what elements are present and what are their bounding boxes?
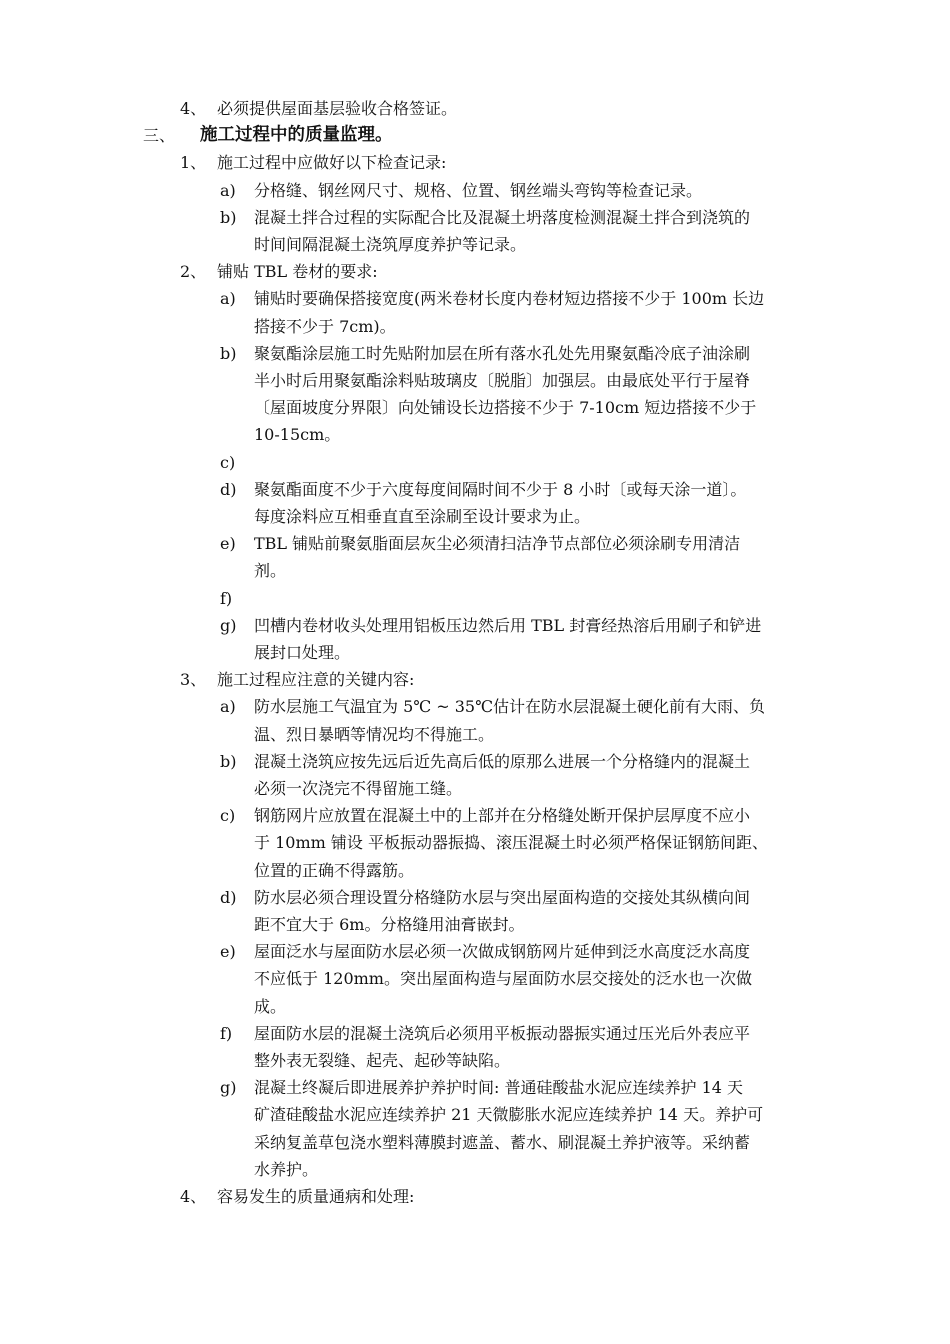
list-item-label: f)	[220, 588, 233, 608]
list-item-text: 混凝土终凝后即进展养护养护时间: 普通硅酸盐水泥应连续养护 14 天	[254, 1078, 744, 1098]
list-item-text: 10-15cm。	[254, 425, 341, 445]
list-item-text: 凹槽内卷材收头处理用铝板压边然后用 TBL 封膏经热溶后用刷子和铲进	[254, 615, 762, 635]
list-item-label: e)	[220, 534, 236, 554]
list-item-label: a)	[220, 289, 236, 309]
list-item-label: a)	[220, 697, 236, 717]
list-item-text: 不应低于 120mm。突出屋面构造与屋面防水层交接处的泛水也一次做	[254, 969, 752, 989]
list-item-text: 混凝土拌合过程的实际配合比及混凝土坍落度检测混凝土拌合到浇筑的	[254, 207, 751, 227]
list-item-text: 每度涂料应互相垂直直至涂刷至设计要求为止。	[254, 507, 591, 526]
list-item-text: 防水层必须合理设置分格缝防水层与突出屋面构造的交接处其纵横向间	[254, 887, 751, 907]
list-item-text: 屋面泛水与屋面防水层必须一次做成钢筋网片延伸到泛水高度泛水高度	[254, 942, 751, 962]
section-title: 施工过程中的质量监理。	[200, 125, 393, 146]
list-item-label: d)	[220, 479, 237, 499]
list-item-label: d)	[220, 887, 237, 907]
list-item-label: b)	[220, 343, 237, 363]
list-item-text: 距不宜大于 6m。分格缝用油膏嵌封。	[254, 915, 525, 934]
list-item-label: f)	[220, 1023, 233, 1043]
subsection-number: 1、	[180, 153, 207, 173]
list-item-text: 聚氨酯面度不少于六度每度间隔时间不少于 8 小时〔或每天涂一道〕。	[254, 479, 747, 499]
list-item-text: 混凝土浇筑应按先远后近先高后低的原那么进展一个分格缝内的混凝土	[254, 751, 751, 771]
subsection-title: 铺贴 TBL 卷材的要求:	[217, 262, 378, 282]
list-item-text: 展封口处理。	[254, 643, 351, 662]
list-item-text: 于 10mm 铺设 平板振动器振捣、滚压混凝土时必须严格保证钢筋间距、	[254, 833, 768, 853]
list-item-label: g)	[220, 615, 237, 635]
list-item-text: 钢筋网片应放置在混凝土中的上部并在分格缝处断开保护层厚度不应小	[254, 806, 751, 826]
list-item-label: c)	[220, 806, 236, 826]
list-item-label: c)	[220, 452, 236, 472]
list-item-label: b)	[220, 207, 237, 227]
item-number: 4、	[180, 99, 207, 118]
list-item-text: 聚氨酯涂层施工时先贴附加层在所有落水孔处先用聚氨酯冷底子油涂刷	[254, 343, 751, 363]
list-item-label: a)	[220, 180, 236, 200]
subsection-number: 3、	[180, 670, 207, 690]
list-item-label: g)	[220, 1078, 237, 1098]
section-number: 三、	[143, 126, 176, 146]
item-text: 必须提供屋面基层验收合格签证。	[217, 99, 458, 118]
list-item-text: 成。	[254, 996, 287, 1016]
list-item-text: 半小时后用聚氨酯涂料贴玻璃皮〔脱脂〕加强层。由最底处平行于屋脊	[254, 371, 751, 390]
list-item-text: 采纳复盖草包浇水塑料薄膜封遮盖、蓄水、刷混凝土养护液等。采纳蓄	[254, 1132, 751, 1152]
list-item-text: 必须一次浇完不得留施工缝。	[254, 779, 463, 798]
list-item-text: 剂。	[254, 561, 287, 581]
list-item-text: 时间间隔混凝土浇筑厚度养护等记录。	[254, 235, 527, 254]
list-item-text: 〔屋面坡度分界限〕向处铺设长边搭接不少于 7-10cm 短边搭接不少于	[254, 398, 757, 418]
subsection-title: 施工过程中应做好以下检查记录:	[217, 153, 447, 173]
subsection-title: 容易发生的质量通病和处理:	[217, 1187, 415, 1206]
list-item-text: 铺贴时要确保搭接宽度(两米卷材长度内卷材短边搭接不少于 100m 长边	[254, 289, 765, 309]
subsection-title: 施工过程应注意的关键内容:	[217, 670, 415, 690]
list-item-text: 屋面防水层的混凝土浇筑后必须用平板振动器振实通过压光后外表应平	[254, 1023, 751, 1043]
subsection-number: 2、	[180, 262, 207, 282]
list-item-text: 温、烈日暴晒等情况均不得施工。	[254, 724, 495, 744]
list-item-label: e)	[220, 942, 236, 962]
list-item-text: 搭接不少于 7cm)。	[254, 316, 396, 336]
list-item-text: 水养护。	[254, 1159, 319, 1179]
list-item-text: 分格缝、钢丝网尺寸、规格、位置、钢丝端头弯钩等检查记录。	[254, 180, 703, 200]
list-item-text: 整外表无裂缝、起壳、起砂等缺陷。	[254, 1051, 511, 1070]
list-item-text: 矿渣硅酸盐水泥应连续养护 21 天微膨胀水泥应连续养护 14 天。养护可	[254, 1105, 764, 1125]
list-item-text: TBL 铺贴前聚氨脂面层灰尘必须清扫洁净节点部位必须涂刷专用清洁	[254, 534, 741, 554]
subsection-number: 4、	[180, 1187, 207, 1206]
list-item-label: b)	[220, 751, 237, 771]
list-item-text: 防水层施工气温宜为 5℃ ~ 35℃估计在防水层混凝土硬化前有大雨、负	[254, 697, 766, 717]
list-item-text: 位置的正确不得露筋。	[254, 860, 415, 880]
